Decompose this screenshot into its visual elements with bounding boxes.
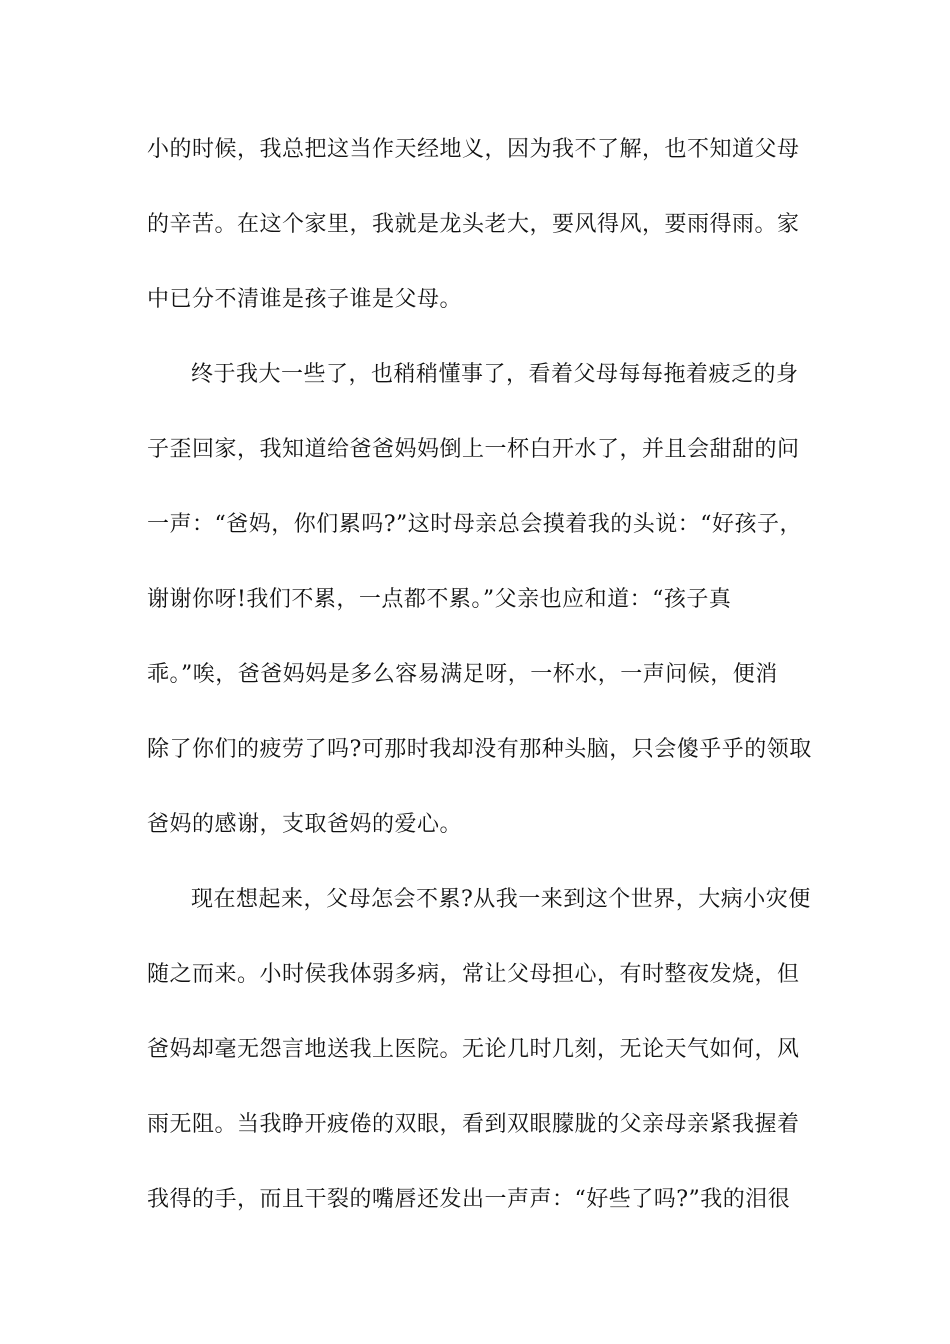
text-line: 谢谢你呀!我们不累，一点都不累。”父亲也应和道：“孩子真	[147, 587, 732, 612]
paragraph-first-line: 现在想起来，父母怎会不累?从我一来到这个世界，大病小灾便	[191, 887, 811, 912]
text-line: 一声：“爸妈，你们累吗?”这时母亲总会摸着我的头说：“好孩子，	[147, 512, 803, 537]
text-line: 子歪回家，我知道给爸爸妈妈倒上一杯白开水了，并且会甜甜的问	[147, 437, 800, 462]
text-line: 除了你们的疲劳了吗?可那时我却没有那种头脑，只会傻乎乎的领取	[147, 737, 812, 762]
text-line: 爸妈却毫无怨言地送我上医院。无论几时几刻，无论天气如何，风	[147, 1037, 800, 1062]
text-line: 小的时候，我总把这当作天经地义，因为我不了解，也不知道父母	[147, 137, 800, 162]
text-line: 乖。”唉，爸爸妈妈是多么容易满足呀，一杯水，一声问候，便消	[147, 662, 778, 687]
paragraph-first-line: 终于我大一些了，也稍稍懂事了，看着父母每每拖着疲乏的身	[191, 362, 799, 387]
text-line: 中已分不清谁是孩子谁是父母。	[147, 287, 463, 312]
text-line: 随之而来。小时侯我体弱多病，常让父母担心，有时整夜发烧，但	[147, 962, 800, 987]
text-line: 爸妈的感谢，支取爸妈的爱心。	[147, 812, 463, 837]
text-line: 的辛苦。在这个家里，我就是龙头老大，要风得风，要雨得雨。家	[147, 212, 800, 237]
text-line: 我得的手，而且干裂的嘴唇还发出一声声：“好些了吗?”我的泪很	[147, 1187, 791, 1212]
text-line: 雨无阻。当我睁开疲倦的双眼，看到双眼朦胧的父亲母亲紧我握着	[147, 1112, 800, 1137]
